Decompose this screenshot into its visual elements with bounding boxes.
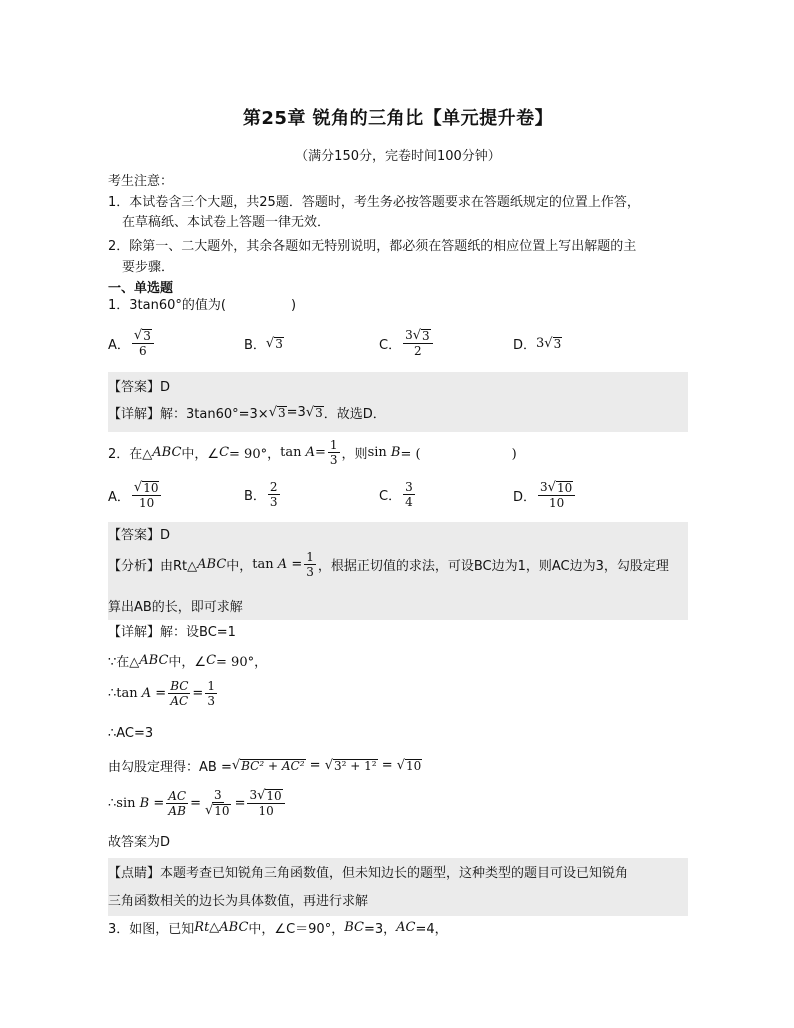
q1-option-c: C． 3 √ 3 2	[379, 328, 435, 358]
question-1-stem: 1．3tan60°的值为( )	[108, 298, 297, 313]
question-2-stem: 2．在△ ABC 中，∠ C = 90°， tan A = $\frac{1}{3}$ ，则 sin B = ( )	[108, 438, 517, 467]
note-2-cont: 要步骤．	[122, 260, 175, 275]
q2-option-a: A． √ 10 10	[108, 480, 163, 510]
question-3-stem: 3．如图，已知 Rt△ABC 中，∠C＝90°， BC =3， AC =4，	[108, 920, 448, 937]
q2-step-3: ∴AC=3	[108, 726, 154, 741]
q2-answer: 【答案】D	[108, 528, 171, 543]
q1-detail: 【详解】 解：3tan60°=3× √ 3 =3 √ 3 ．故选D．	[108, 404, 386, 422]
page-subtitle: （满分150分，完卷时间100分钟）	[295, 149, 501, 164]
q2-comment-box	[108, 858, 688, 916]
q2-answer-box	[108, 522, 688, 620]
q1-option-b: B． √ 3	[244, 335, 283, 353]
section-heading: 一、单选题	[108, 281, 174, 296]
q2-option-c: C． $\frac{3}{4}$	[379, 480, 413, 509]
fraction: √ 3 6	[132, 328, 154, 358]
q2-step-4: 由勾股定理得：AB = √ BC² + AC² = √ 3² + 1² = √ 10	[108, 757, 422, 775]
note-2: 2．除第一、二大题外，其余各题如无特别说明，都必须在答题纸的相应位置上写出解题的主	[108, 239, 637, 254]
q2-step-5: ∴sin B = $\frac{AC}{AB}$ = 3 √ 10 = 3 √ 10 10	[108, 788, 287, 818]
q1-answer-box	[108, 372, 688, 432]
q2-detail: 【详解】解：设BC=1	[108, 625, 236, 640]
q2-analysis-cont: 算出AB的长，即可求解	[108, 600, 243, 615]
q2-conclusion: 故答案为D	[108, 835, 171, 850]
page-title: 第25章 锐角的三角比【单元提升卷】	[242, 108, 554, 129]
q2-option-b: B． $\frac{2}{3}$	[244, 480, 278, 509]
q2-option-d: D． 3 √ 10 10	[513, 480, 577, 510]
note-1: 1．本试卷含三个大题，共25题．答题时，考生务必按答题要求在答题纸规定的位置上作答，	[108, 195, 640, 210]
q2-comment: 【点睛】本题考查已知锐角三角函数值，但未知边长的题型，这种类型的题目可设已知锐角	[108, 866, 629, 881]
q1-option-a: A． √ 3 6	[108, 328, 156, 358]
q2-analysis: 【分析】由Rt△ ABC 中， tan A = $\frac{1}{3}$ ，根据正切值的求法，可设BC边为1，则AC边为3，勾股定理	[108, 550, 669, 579]
q2-comment-cont: 三角函数相关的边长为具体数值，再进行求解	[108, 894, 369, 909]
q2-step-1: ∵在△ ABC 中，∠ C = 90°，	[108, 653, 268, 670]
q2-step-2: ∴tan A = $\frac{BC}{AC}$ = $\frac{1}{3}$	[108, 679, 215, 708]
q1-option-d: D． 3 √ 3	[513, 335, 562, 353]
notes-heading: 考生注意：	[108, 174, 174, 189]
note-1-cont: 在草稿纸、本试卷上答题一律无效．	[122, 215, 331, 230]
q1-answer: 【答案】D	[108, 380, 171, 395]
